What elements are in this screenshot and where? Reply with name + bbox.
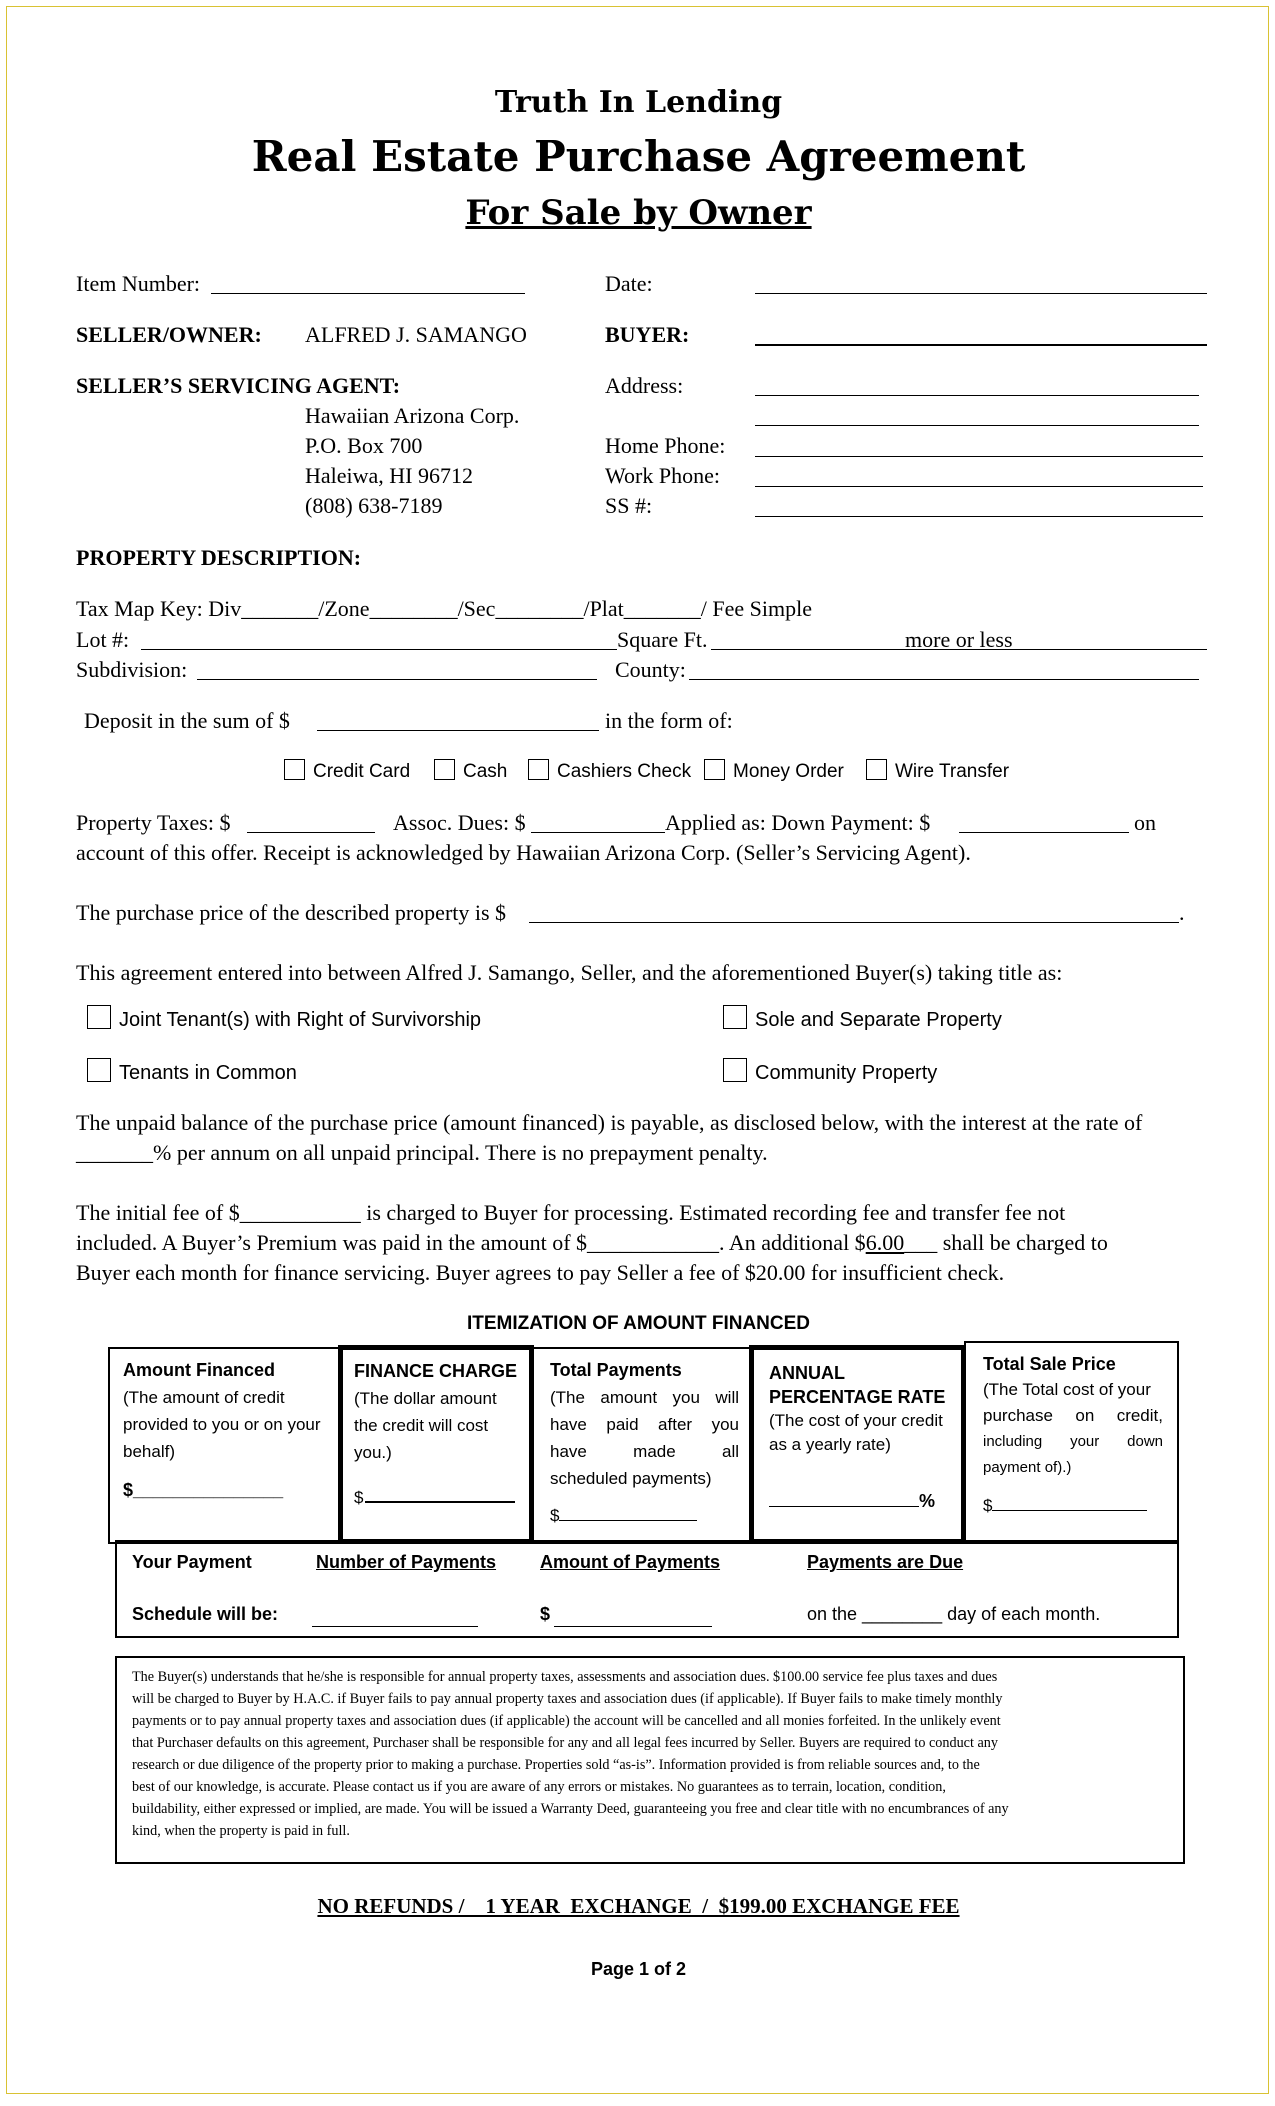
disclaimer-line: buildability, either expressed or implied, are made. You will be issued a Warranty Deed, guaranteeing you free and clear title with no encumbrances of any: [132, 1801, 1009, 1817]
more-or-less: more or less: [905, 627, 1013, 652]
amount-of-payments-field[interactable]: [554, 1626, 712, 1627]
col-amount-of-payments: Amount of Payments: [540, 1552, 721, 1572]
subdivision-field[interactable]: [197, 679, 597, 680]
document-title: Real Estate Purchase Agreement: [251, 132, 1026, 181]
property-heading: PROPERTY DESCRIPTION:: [76, 545, 362, 570]
buyer-field[interactable]: [755, 344, 1207, 346]
date-label: Date:: [605, 271, 653, 296]
checkbox[interactable]: [723, 1058, 747, 1082]
checkbox[interactable]: [528, 759, 549, 780]
agent-line-2: P.O. Box 700: [305, 433, 423, 458]
disclaimer-line: payments or to pay annual property taxes and association dues (if applicable) the account will be cancelled and all monies forfeited. In the unlikely event: [132, 1713, 1001, 1729]
home-phone-label: Home Phone:: [605, 433, 726, 458]
finance-charge-cell: FINANCE CHARGE (The dollar amount the credit will cost you.) $: [338, 1345, 534, 1544]
unpaid-line-2: _______% per annum on all unpaid principal. There is no prepayment penalty.: [76, 1140, 768, 1165]
deposit-cashiers-check[interactable]: Cashiers Check: [528, 759, 691, 783]
work-phone-label: Work Phone:: [605, 463, 720, 488]
fees-line-3: Buyer each month for finance servicing. Buyer agrees to pay Seller a fee of $20.00 for insufficient check.: [76, 1260, 1005, 1285]
amount-financed-cell: Amount Financed (The amount of credit provided to you or on your behalf) $_______________: [108, 1347, 341, 1544]
header-line3-text: For Sale by Owner: [465, 193, 812, 233]
address-field-1[interactable]: [755, 395, 1199, 396]
amount-financed-field[interactable]: $_______________: [123, 1480, 284, 1500]
header-line3: [7, 193, 1270, 233]
apr-head-1: ANNUAL: [769, 1363, 845, 1383]
deposit-suffix: in the form of:: [605, 708, 733, 733]
checkbox[interactable]: [87, 1058, 111, 1082]
total-payments-head: Total Payments: [550, 1360, 682, 1380]
fees-line-1: The initial fee of $___________ is charged to Buyer for processing. Estimated recording fee and transfer fee not: [76, 1200, 1066, 1225]
purchase-price-label: The purchase price of the described property is $: [76, 900, 507, 925]
assoc-dues-field[interactable]: [531, 832, 665, 833]
ss-label: SS #:: [605, 493, 653, 518]
checkbox[interactable]: [434, 759, 455, 780]
deposit-amount-field[interactable]: [317, 730, 599, 731]
item-number-label: Item Number:: [76, 271, 201, 296]
disclaimer-line: will be charged to Buyer by H.A.C. if Buyer fails to pay annual property taxes and association dues (if applicable). If Buyer fails to make timely monthly: [132, 1691, 1003, 1707]
deposit-prefix: Deposit in the sum of $: [84, 708, 290, 733]
assoc-dues-label: Assoc. Dues: $: [393, 810, 526, 835]
property-taxes-label: Property Taxes: $: [76, 810, 231, 835]
title-community-property[interactable]: Community Property: [723, 1058, 937, 1085]
apr-head-2: PERCENTAGE RATE: [769, 1387, 946, 1407]
amount-dollar: $: [540, 1604, 551, 1624]
checkbox[interactable]: [704, 759, 725, 780]
checkbox[interactable]: [284, 759, 305, 780]
deposit-credit-card[interactable]: Credit Card: [284, 759, 410, 783]
amount-financed-head: Amount Financed: [123, 1360, 275, 1380]
disclaimer-line: kind, when the property is paid in full.: [132, 1823, 350, 1839]
payment-schedule-box: [115, 1540, 1179, 1638]
home-phone-field[interactable]: [755, 456, 1203, 457]
address-field-2[interactable]: [755, 425, 1199, 426]
disclaimer-box: [115, 1656, 1185, 1864]
seller-label: SELLER/OWNER:: [76, 322, 262, 347]
agent-label: SELLER’S SERVICING AGENT:: [76, 373, 401, 398]
date-field[interactable]: [755, 293, 1207, 294]
agreement-page: [6, 6, 1269, 2094]
on-text: on: [1134, 810, 1156, 835]
due-text: on the ________ day of each month.: [807, 1604, 1101, 1624]
apr-field[interactable]: %: [769, 1489, 945, 1514]
title-tenants-in-common[interactable]: Tenants in Common: [87, 1058, 297, 1085]
finance-charge-head: FINANCE CHARGE: [354, 1361, 518, 1381]
agent-line-3: Haleiwa, HI 96712: [305, 463, 474, 488]
subdivision-label: Subdivision:: [76, 657, 188, 682]
disclaimer-line: best of our knowledge, is accurate. Please contact us if you are aware of any errors or mistakes. No guarantees as to terrain, location, condition,: [132, 1779, 946, 1795]
item-number-field[interactable]: [211, 293, 525, 294]
total-payments-cell: Total Payments (The amount you will have paid after you have made all scheduled payments) $: [534, 1347, 751, 1544]
schedule-label-1: Your Payment: [132, 1552, 252, 1572]
disclaimer-line: that Purchaser defaults on this agreement, Purchaser shall be responsible for any and all legal fees incurred by Seller. Buyers are required to conduct any: [132, 1735, 998, 1751]
schedule-label-2: Schedule will be:: [132, 1604, 279, 1624]
deposit-cash[interactable]: Cash: [434, 759, 507, 783]
checkbox[interactable]: [866, 759, 887, 780]
total-sale-price-field[interactable]: $: [983, 1493, 1163, 1519]
total-payments-field[interactable]: $: [550, 1502, 739, 1529]
unpaid-line-1: The unpaid balance of the purchase price (amount financed) is payable, as disclosed below, with the interest at the rate of: [76, 1110, 1143, 1135]
deposit-wire-transfer[interactable]: Wire Transfer: [866, 759, 1009, 783]
col-number-of-payments: Number of Payments: [316, 1552, 497, 1572]
header-line1: Truth In Lending: [494, 85, 783, 120]
ss-field[interactable]: [755, 516, 1203, 517]
deposit-money-order[interactable]: Money Order: [704, 759, 844, 783]
number-of-payments-field[interactable]: [312, 1626, 478, 1627]
county-label: County:: [615, 657, 686, 682]
total-sale-price-head: Total Sale Price: [983, 1354, 1116, 1374]
total-sale-price-cell: Total Sale Price (The Total cost of your purchase on credit, including your down payment of).) $: [964, 1341, 1179, 1544]
tax-map-line: Tax Map Key: Div_______/Zone________/Sec________/Plat_______/ Fee Simple: [76, 596, 813, 621]
finance-charge-field[interactable]: $: [354, 1484, 517, 1511]
agent-line-4: (808) 638-7189: [305, 493, 443, 518]
page-number: Page 1 of 2: [590, 1959, 687, 1979]
down-payment-field[interactable]: [959, 832, 1129, 833]
purchase-price-field[interactable]: [529, 922, 1179, 923]
address-label: Address:: [605, 373, 684, 398]
fees-line-2: included. A Buyer’s Premium was paid in the amount of $____________. An additional $6.00___ shall be charged to: [76, 1230, 1108, 1255]
checkbox[interactable]: [87, 1005, 111, 1029]
title-sole-separate[interactable]: Sole and Separate Property: [723, 1005, 1002, 1032]
property-taxes-field[interactable]: [247, 832, 375, 833]
disclaimer-line: research or due diligence of the property prior to making a purchase. Properties sold “as-is”. Information provided is from reliable sources and, to the: [132, 1757, 980, 1773]
lot-field[interactable]: [141, 649, 617, 650]
seller-value: ALFRED J. SAMANGO: [305, 322, 527, 347]
agent-line-1: Hawaiian Arizona Corp.: [305, 403, 520, 428]
square-ft-label: Square Ft.: [617, 627, 708, 652]
down-payment-label: Applied as: Down Payment: $: [665, 810, 931, 835]
county-field[interactable]: [689, 679, 1199, 680]
servicing-fee-value: 6.00: [865, 1230, 905, 1255]
lot-label: Lot #:: [76, 627, 130, 652]
purchase-price-end: .: [1179, 900, 1185, 925]
title-joint-tenants[interactable]: Joint Tenant(s) with Right of Survivorship: [87, 1005, 481, 1032]
buyer-label: BUYER:: [605, 322, 690, 347]
work-phone-field[interactable]: [755, 486, 1203, 487]
refund-policy: NO REFUNDS / 1 YEAR EXCHANGE / $199.00 EXCHANGE FEE: [317, 1894, 960, 1918]
disclaimer-line: The Buyer(s) understands that he/she is responsible for annual property taxes, assessments and association dues. $100.00 service fee plus taxes and dues: [132, 1669, 998, 1685]
apr-cell: ANNUAL PERCENTAGE RATE (The cost of your credit as a yearly rate) %: [749, 1345, 966, 1544]
checkbox[interactable]: [723, 1005, 747, 1029]
col-payments-due: Payments are Due: [807, 1552, 964, 1572]
receipt-line: account of this offer. Receipt is acknowledged by Hawaiian Arizona Corp. (Seller’s Servicing Agent).: [76, 840, 971, 865]
itemization-title: ITEMIZATION OF AMOUNT FINANCED: [466, 1313, 811, 1334]
agreement-intro: This agreement entered into between Alfred J. Samango, Seller, and the aforementioned Buyer(s) taking title as:: [76, 960, 1063, 985]
